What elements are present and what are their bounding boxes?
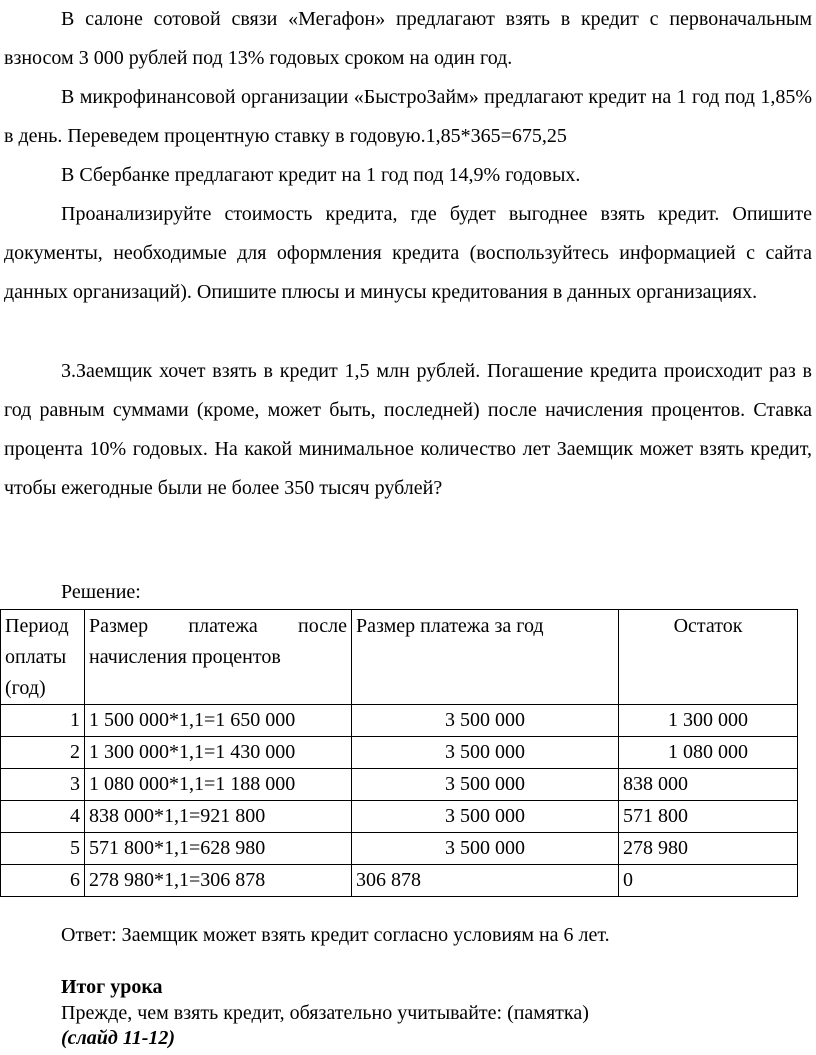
- cell-payment-after-interest: 571 800*1,1=628 980: [85, 833, 352, 865]
- cell-period: 1: [1, 705, 85, 737]
- cell-payment-per-year: 3 500 000: [352, 801, 619, 833]
- cell-remainder: 1 080 000: [619, 737, 798, 769]
- cell-payment-after-interest: 1 300 000*1,1=1 430 000: [85, 737, 352, 769]
- cell-period: 6: [1, 865, 85, 897]
- slide-reference: (слайд 11-12): [61, 1027, 176, 1049]
- header-payment-after-interest: Размер платежа после начисления процентов: [85, 610, 352, 705]
- table-row: [1, 833, 798, 865]
- cell-remainder: 838 000: [619, 769, 798, 801]
- answer-text: Ответ: Заемщик может взять кредит согласно условиям на 6 лет.: [61, 924, 610, 946]
- cell-payment-per-year: 3 500 000: [352, 769, 619, 801]
- paragraph-bystrozaim: В микрофинансовой организации «БыстроЗайм» предлагают кредит на 1 год под 1,85% в день. Переведем процентную ставку в годовую.1,85*365=675,25: [4, 86, 812, 147]
- cell-remainder: 571 800: [619, 801, 798, 833]
- cell-payment-per-year: 3 500 000: [352, 705, 619, 737]
- loan-table: [0, 609, 798, 897]
- solution-label: Решение:: [61, 581, 141, 603]
- cell-payment-after-interest: 1 080 000*1,1=1 188 000: [85, 769, 352, 801]
- cell-period: 5: [1, 833, 85, 865]
- paragraph-sberbank: В Сбербанке предлагают кредит на 1 год под 14,9% годовых.: [61, 164, 581, 186]
- summary-heading: Итог урока: [61, 976, 163, 998]
- paragraph-megafon: В салоне сотовой связи «Мегафон» предлагают взять в кредит с первоначальным взносом 3 000 рублей под 13% годовых сроком на один год.: [4, 8, 812, 69]
- cell-remainder: 0: [619, 865, 798, 897]
- cell-remainder: 278 980: [619, 833, 798, 865]
- header-payment-per-year: Размер платежа за год: [352, 610, 619, 705]
- table-row: [1, 737, 798, 769]
- paragraph-problem-3: 3.Заемщик хочет взять в кредит 1,5 млн рублей. Погашение кредита происходит раз в год равным суммами (кроме, может быть, последней) после начисления процентов. Ставка процента 10% годовых. На какой минимальное количество лет Заемщик может взять кредит, чтобы ежегодные были не более 350 тысяч рублей?: [4, 360, 812, 499]
- cell-payment-after-interest: 278 980*1,1=306 878: [85, 865, 352, 897]
- cell-payment-per-year: 3 500 000: [352, 737, 619, 769]
- cell-payment-per-year: 306 878: [352, 865, 619, 897]
- summary-text: Прежде, чем взять кредит, обязательно учитывайте: (памятка): [61, 1002, 589, 1024]
- cell-payment-after-interest: 1 500 000*1,1=1 650 000: [85, 705, 352, 737]
- header-period: Период оплаты (год): [1, 610, 85, 705]
- table-row: [1, 769, 798, 801]
- header-remainder: Остаток: [619, 610, 798, 705]
- cell-payment-per-year: 3 500 000: [352, 833, 619, 865]
- table-row: [1, 801, 798, 833]
- cell-period: 2: [1, 737, 85, 769]
- table-row: [1, 865, 798, 897]
- cell-period: 4: [1, 801, 85, 833]
- table-row: [1, 705, 798, 737]
- table-header-row: [1, 610, 798, 705]
- cell-period: 3: [1, 769, 85, 801]
- cell-remainder: 1 300 000: [619, 705, 798, 737]
- paragraph-task: Проанализируйте стоимость кредита, где будет выгоднее взять кредит. Опишите документы, необходимые для оформления кредита (воспользуйтесь информацией с сайта данных организаций). Опишите плюсы и минусы кредитования в данных организациях.: [4, 203, 812, 303]
- cell-payment-after-interest: 838 000*1,1=921 800: [85, 801, 352, 833]
